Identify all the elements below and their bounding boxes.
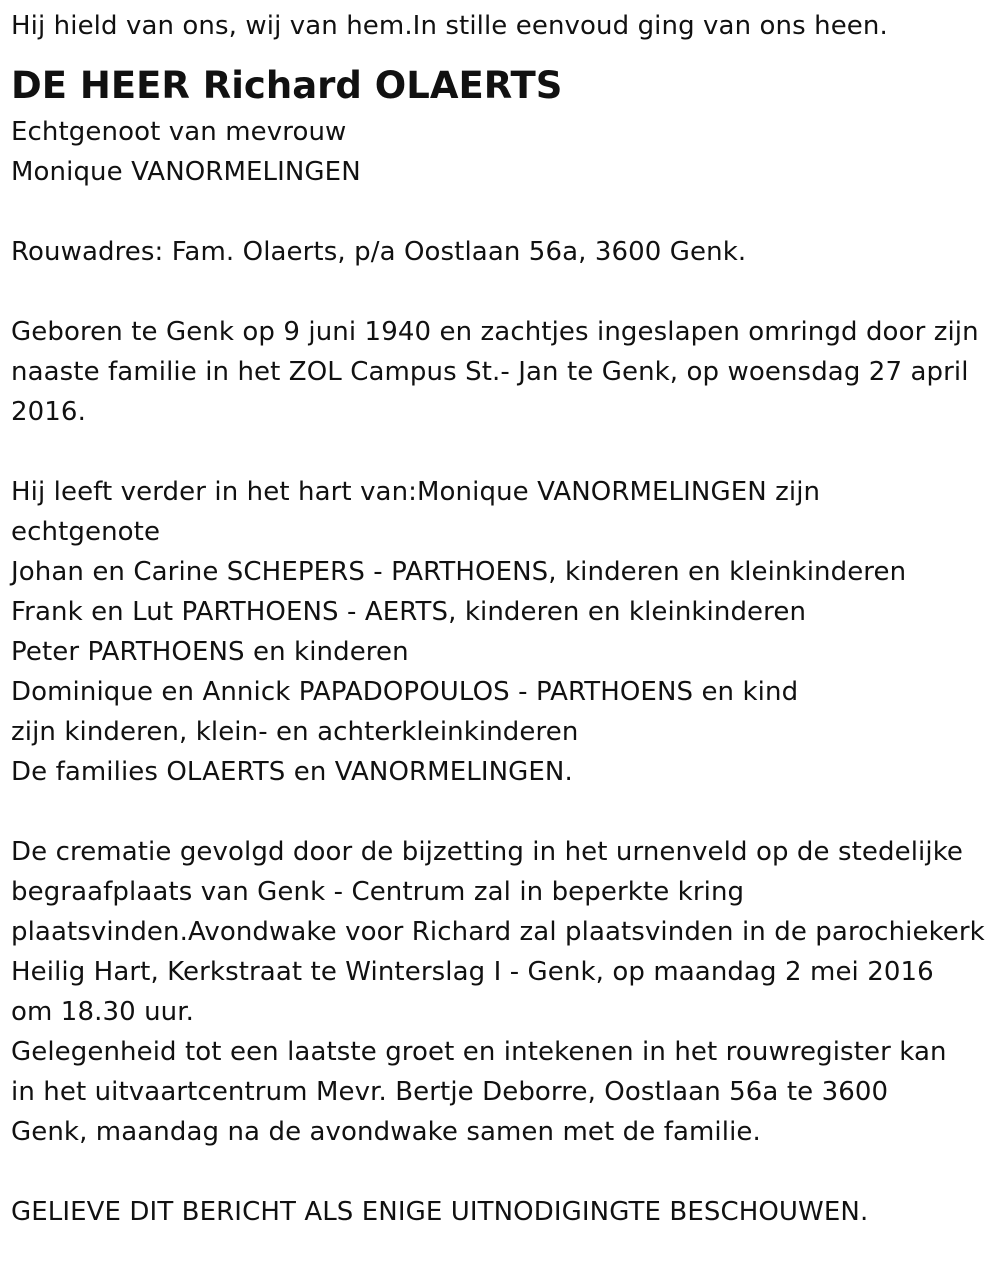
birth-line: Geboren te Genk op 9 juni 1940 en zachtjes ingeslapen omringd door zijn [11,317,979,347]
birth-block [11,312,996,432]
family-line: zijn kinderen, klein- en achterkleinkinderen [11,717,579,747]
spouse-line: Echtgenoot van mevrouw [11,117,347,147]
ceremony-line: plaatsvinden.Avondwake voor Richard zal plaatsvinden in de parochiekerk [11,917,985,947]
ceremony-line: Heilig Hart, Kerkstraat te Winterslag I - Genk, op maandag 2 mei 2016 [11,957,934,987]
mourning-address: Rouwadres: Fam. Olaerts, p/a Oostlaan 56a, 3600 Genk. [11,237,747,267]
ceremony-line: De crematie gevolgd door de bijzetting in het urnenveld op de stedelijke [11,837,964,867]
ceremony-line: begraafplaats van Genk - Centrum zal in beperkte kring [11,877,745,907]
page-title: DE HEER Richard OLAERTS [11,64,563,107]
paragraph-gap [11,432,996,472]
closing-text: GELIEVE DIT BERICHT ALS ENIGE UITNODIGINGTE BESCHOUWEN. [11,1197,869,1227]
ceremony-line: Genk, maandag na de avondwake samen met de familie. [11,1117,761,1147]
paragraph-gap [11,192,996,232]
paragraph-gap [11,1152,996,1192]
ceremony-line: in het uitvaartcentrum Mevr. Bertje Deborre, Oostlaan 56a te 3600 [11,1077,889,1107]
family-block [11,472,996,792]
paragraph-gap [11,272,996,312]
family-line: echtgenote [11,517,161,547]
intro-text: Hij hield van ons, wij van hem.In stille eenvoud ging van ons heen. [11,11,888,41]
ceremony-line: Gelegenheid tot een laatste groet en intekenen in het rouwregister kan [11,1037,947,1067]
death-notice [11,0,996,1232]
paragraph-gap [11,792,996,832]
birth-line: naaste familie in het ZOL Campus St.- Jan te Genk, op woensdag 27 april [11,357,969,387]
family-line: Hij leeft verder in het hart van:Monique VANORMELINGEN zijn [11,477,821,507]
family-line: De families OLAERTS en VANORMELINGEN. [11,757,573,787]
ceremony-block [11,832,996,1152]
family-line: Peter PARTHOENS en kinderen [11,637,409,667]
family-line: Frank en Lut PARTHOENS - AERTS, kinderen en kleinkinderen [11,597,807,627]
spouse-line: Monique VANORMELINGEN [11,157,361,187]
family-line: Dominique en Annick PAPADOPOULOS - PARTHOENS en kind [11,677,799,707]
birth-line: 2016. [11,397,86,427]
ceremony-line: om 18.30 uur. [11,997,195,1027]
spouse-block [11,112,996,192]
family-line: Johan en Carine SCHEPERS - PARTHOENS, kinderen en kleinkinderen [11,557,907,587]
